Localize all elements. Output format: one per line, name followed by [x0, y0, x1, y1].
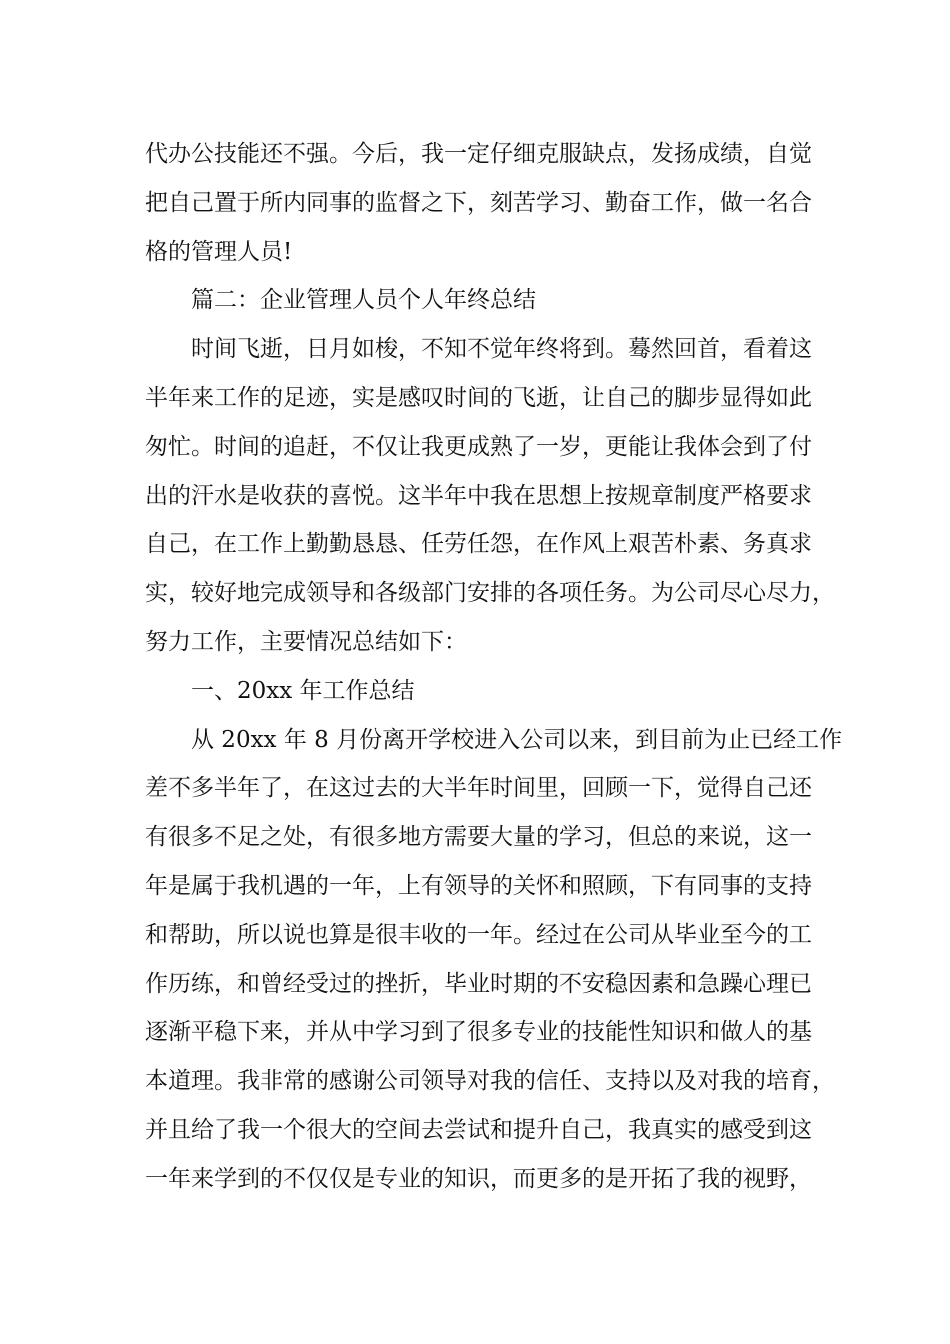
document-body [145, 130, 843, 1204]
paragraph-start-line: 从 20xx 年 8 月份离开学校进入公司以来，到目前为止已经工作 [191, 726, 843, 753]
text-line: 实，较好地完成领导和各级部门安排的各项任务。为公司尽心尽力， [145, 580, 835, 607]
text-line: 努力工作，主要情况总结如下： [145, 628, 467, 655]
text-line: 自己，在工作上勤勤恳恳、任劳任怨，在作风上艰苦朴素、务真求 [145, 531, 812, 558]
text-line: 格的管理人员! [145, 238, 293, 265]
text-line: 匆忙。时间的追赶，不仅让我更成熟了一岁，更能让我体会到了付 [145, 433, 812, 460]
text-line: 有很多不足之处，有很多地方需要大量的学习，但总的来说，这一 [145, 824, 812, 851]
text-line: 本道理。我非常的感谢公司领导对我的信任、支持以及对我的培育， [145, 1068, 835, 1095]
text-line: 和帮助，所以说也算是很丰收的一年。经过在公司从毕业至今的工 [145, 921, 812, 948]
text-line: 差不多半年了，在这过去的大半年时间里，回顾一下，觉得自己还 [145, 775, 812, 802]
text-line: 年是属于我机遇的一年，上有领导的关怀和照顾，下有同事的支持 [145, 872, 812, 899]
text-line: 代办公技能还不强。今后，我一定仔细克服缺点，发扬成绩，自觉 [145, 141, 812, 167]
paragraph-start-line: 时间飞逝，日月如梭，不知不觉年终将到。蓦然回首，看着这 [191, 336, 812, 363]
text-line: 出的汗水是收获的喜悦。这半年中我在思想上按规章制度严格要求 [145, 482, 812, 509]
text-line: 一年来学到的不仅仅是专业的知识，而更多的是开拓了我的视野， [145, 1165, 812, 1192]
text-line: 作历练，和曾经受过的挫折，毕业时期的不安稳因素和急躁心理已 [145, 970, 812, 997]
text-line: 半年来工作的足迹，实是感叹时间的飞逝，让自己的脚步显得如此 [145, 384, 812, 411]
text-line: 把自己置于所内同事的监督之下，刻苦学习、勤奋工作，做一名合 [145, 189, 812, 216]
subsection-heading: 一、20xx 年工作总结 [191, 677, 415, 704]
text-line: 并且给了我一个很大的空间去尝试和提升自己，我真实的感受到这 [145, 1116, 812, 1143]
section-heading: 篇二：企业管理人员个人年终总结 [191, 287, 536, 314]
text-line: 逐渐平稳下来，并从中学习到了很多专业的技能性知识和做人的基 [145, 1019, 812, 1046]
